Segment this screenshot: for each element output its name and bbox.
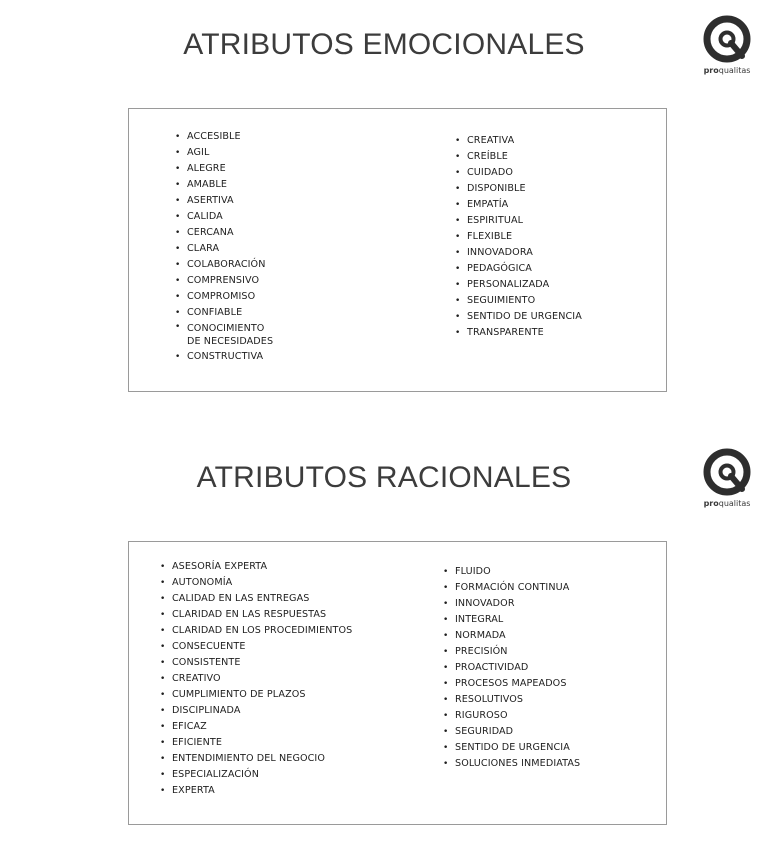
proqualitas-logo — [700, 14, 754, 75]
list-item: • CREATIVA — [455, 133, 655, 149]
list-item: • PEDAGÓGICA — [455, 261, 655, 277]
list-item: • TRANSPARENTE — [455, 325, 655, 341]
list-item: • ALEGRE — [175, 161, 375, 177]
list-item: • ACCESIBLE — [175, 129, 375, 145]
attributes-box — [128, 108, 667, 392]
attributes-box — [128, 541, 667, 825]
list-item: • FORMACIÓN CONTINUA — [443, 580, 643, 596]
list-item — [175, 321, 375, 349]
list-item: • CONSISTENTE — [160, 655, 400, 671]
list-item: • CONSECUENTE — [160, 639, 400, 655]
list-item: • AGIL — [175, 145, 375, 161]
list-item: • PROCESOS MAPEADOS — [443, 676, 643, 692]
list-item: • FLEXIBLE — [455, 229, 655, 245]
list-item: • CREATIVO — [160, 671, 400, 687]
list-item: • RIGUROSO — [443, 708, 643, 724]
list-item: • PROACTIVIDAD — [443, 660, 643, 676]
list-item: • ASESORÍA EXPERTA — [160, 559, 400, 575]
slide-racionales — [0, 433, 768, 866]
list-item: • SENTIDO DE URGENCIA — [443, 740, 643, 756]
list-item: • CREÍBLE — [455, 149, 655, 165]
list-item: • EXPERTA — [160, 783, 400, 799]
list-item-line: DE NECESIDADES — [187, 336, 274, 347]
list-item: • AMABLE — [175, 177, 375, 193]
list-item: • DISCIPLINADA — [160, 703, 400, 719]
list-item: • EMPATÍA — [455, 197, 655, 213]
list-item: • CALIDAD EN LAS ENTREGAS — [160, 591, 400, 607]
list-item: • RESOLUTIVOS — [443, 692, 643, 708]
list-item: • FLUIDO — [443, 564, 643, 580]
list-item: • CUIDADO — [455, 165, 655, 181]
list-item: • ESPIRITUAL — [455, 213, 655, 229]
proqualitas-q-icon — [702, 14, 752, 64]
list-item: • ESPECIALIZACIÓN — [160, 767, 400, 783]
list-item: • INNOVADOR — [443, 596, 643, 612]
list-item: • NORMADA — [443, 628, 643, 644]
list-item: • ENTENDIMIENTO DEL NEGOCIO — [160, 751, 400, 767]
proqualitas-logo — [700, 447, 754, 508]
list-item: • DISPONIBLE — [455, 181, 655, 197]
slide-title: ATRIBUTOS EMOCIONALES — [183, 28, 585, 61]
list-item: • ASERTIVA — [175, 193, 375, 209]
logo-wordmark: proqualitas — [703, 499, 751, 508]
list-item: • PRECISIÓN — [443, 644, 643, 660]
list-item: • SOLUCIONES INMEDIATAS — [443, 756, 643, 772]
list-item: • AUTONOMÍA — [160, 575, 400, 591]
list-item: • CLARIDAD EN LOS PROCEDIMIENTOS — [160, 623, 400, 639]
attributes-column-right — [443, 564, 643, 772]
list-item: • COLABORACIÓN — [175, 257, 375, 273]
list-item: • CALIDA — [175, 209, 375, 225]
attributes-column-left — [160, 559, 400, 799]
list-item: • PERSONALIZADA — [455, 277, 655, 293]
list-item: • INTEGRAL — [443, 612, 643, 628]
list-item: • SEGURIDAD — [443, 724, 643, 740]
list-item: • EFICAZ — [160, 719, 400, 735]
list-item: • SEGUIMIENTO — [455, 293, 655, 309]
list-item: • EFICIENTE — [160, 735, 400, 751]
list-item: • CONSTRUCTIVA — [175, 349, 375, 365]
list-item: • CERCANA — [175, 225, 375, 241]
logo-wordmark: proqualitas — [703, 66, 751, 75]
list-item: • COMPROMISO — [175, 289, 375, 305]
proqualitas-q-icon — [702, 447, 752, 497]
attributes-column-left — [175, 129, 375, 365]
list-item: • INNOVADORA — [455, 245, 655, 261]
slide-title: ATRIBUTOS RACIONALES — [196, 461, 572, 494]
list-item: • CUMPLIMIENTO DE PLAZOS — [160, 687, 400, 703]
list-item: • CLARA — [175, 241, 375, 257]
list-item: • CLARIDAD EN LAS RESPUESTAS — [160, 607, 400, 623]
attributes-column-right — [455, 133, 655, 341]
list-item: • COMPRENSIVO — [175, 273, 375, 289]
list-item: • SENTIDO DE URGENCIA — [455, 309, 655, 325]
list-item: • CONFIABLE — [175, 305, 375, 321]
list-item-line: • CONOCIMIENTO — [187, 323, 265, 334]
